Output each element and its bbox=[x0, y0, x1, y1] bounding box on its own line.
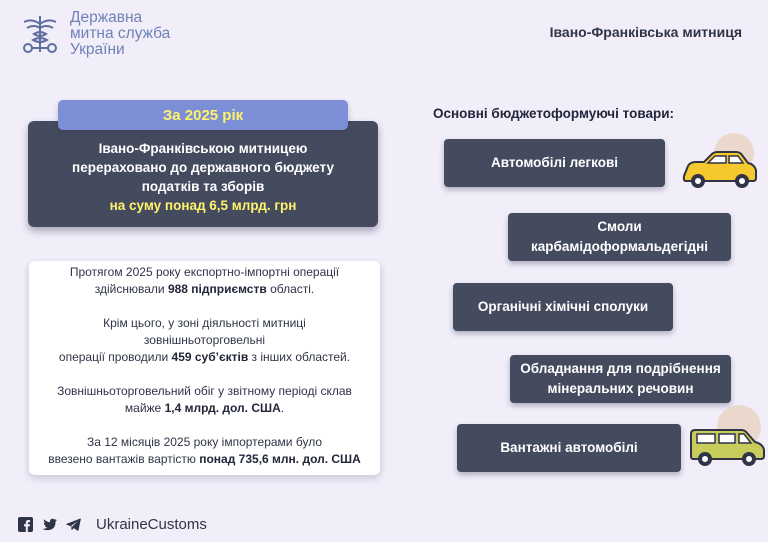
info-text: здійснювали bbox=[94, 282, 168, 296]
goods-heading: Основні бюджетоформуючі товари: bbox=[433, 106, 674, 121]
info-text: Крім цього, у зоні діяльності митниці bbox=[103, 316, 306, 330]
info-text: ввезено вантажів вартістю bbox=[48, 452, 200, 466]
info-bold: 1,4 млрд. дол. США bbox=[164, 401, 281, 415]
summary-line-3: податків та зборів bbox=[141, 179, 265, 194]
telegram-icon[interactable] bbox=[66, 517, 81, 532]
summary-box bbox=[28, 121, 378, 227]
goods-item-organic-chemicals bbox=[453, 283, 673, 331]
info-text: з інших областей. bbox=[248, 350, 351, 364]
info-paragraph-4 bbox=[29, 434, 380, 468]
info-text: операції проводили bbox=[58, 350, 172, 364]
logo-line-2: митна служба bbox=[70, 25, 171, 42]
info-text: Протягом 2025 року експортно-імпортні операції bbox=[69, 265, 340, 279]
goods-item-label: карбамідоформальдегідні bbox=[531, 239, 708, 254]
info-text: За 12 місяців 2025 року імпортерами було bbox=[86, 435, 323, 449]
info-text: зовнішньоторговельні bbox=[143, 333, 266, 347]
info-paragraph-3 bbox=[29, 383, 380, 417]
info-bold: понад 735,6 млн. дол. США bbox=[199, 452, 361, 466]
info-bold: 459 суб’єктів bbox=[171, 350, 249, 364]
van-icon bbox=[687, 424, 767, 468]
goods-item-label: мінеральних речовин bbox=[547, 381, 694, 396]
info-paragraph-1 bbox=[29, 264, 380, 298]
facebook-icon[interactable] bbox=[18, 517, 33, 532]
logo-line-1: Державна bbox=[70, 9, 143, 26]
goods-item-label: Органічні хімічні сполуки bbox=[477, 299, 649, 314]
info-text: . bbox=[280, 401, 285, 415]
social-handle[interactable]: UkraineCustoms bbox=[96, 516, 207, 533]
goods-item-passenger-cars bbox=[444, 139, 665, 187]
info-box bbox=[29, 261, 380, 475]
goods-item-label: Обладнання для подрібнення bbox=[520, 361, 721, 376]
goods-item-crushing-equipment bbox=[510, 355, 731, 403]
goods-item-label: Вантажні автомобілі bbox=[500, 440, 638, 455]
twitter-icon[interactable] bbox=[42, 517, 57, 532]
goods-item-label: Автомобілі легкові bbox=[491, 155, 618, 170]
passenger-car-icon bbox=[680, 146, 758, 192]
year-label: За 2025 рік bbox=[58, 100, 348, 130]
summary-highlight: на суму понад 6,5 млрд. грн bbox=[109, 198, 297, 213]
customs-name: Івано-Франківська митниця bbox=[549, 24, 742, 40]
info-text: майже bbox=[124, 401, 165, 415]
goods-item-label: Смоли bbox=[597, 219, 642, 234]
logo bbox=[18, 10, 170, 58]
info-bold: 988 підприємств bbox=[167, 282, 267, 296]
info-text: Зовнішньоторговельний обіг у звітному періоді склав bbox=[57, 384, 352, 398]
footer bbox=[18, 516, 207, 533]
info-paragraph-2 bbox=[29, 315, 380, 366]
logo-text bbox=[70, 10, 170, 58]
info-text: області. bbox=[266, 282, 315, 296]
logo-line-3: України bbox=[70, 41, 125, 58]
goods-item-resins bbox=[508, 213, 731, 261]
summary-line-2: перераховано до державного бюджету bbox=[72, 160, 334, 175]
summary-line-1: Івано-Франківською митницею bbox=[98, 141, 308, 156]
goods-item-trucks bbox=[457, 424, 681, 472]
customs-emblem-icon bbox=[18, 12, 62, 56]
